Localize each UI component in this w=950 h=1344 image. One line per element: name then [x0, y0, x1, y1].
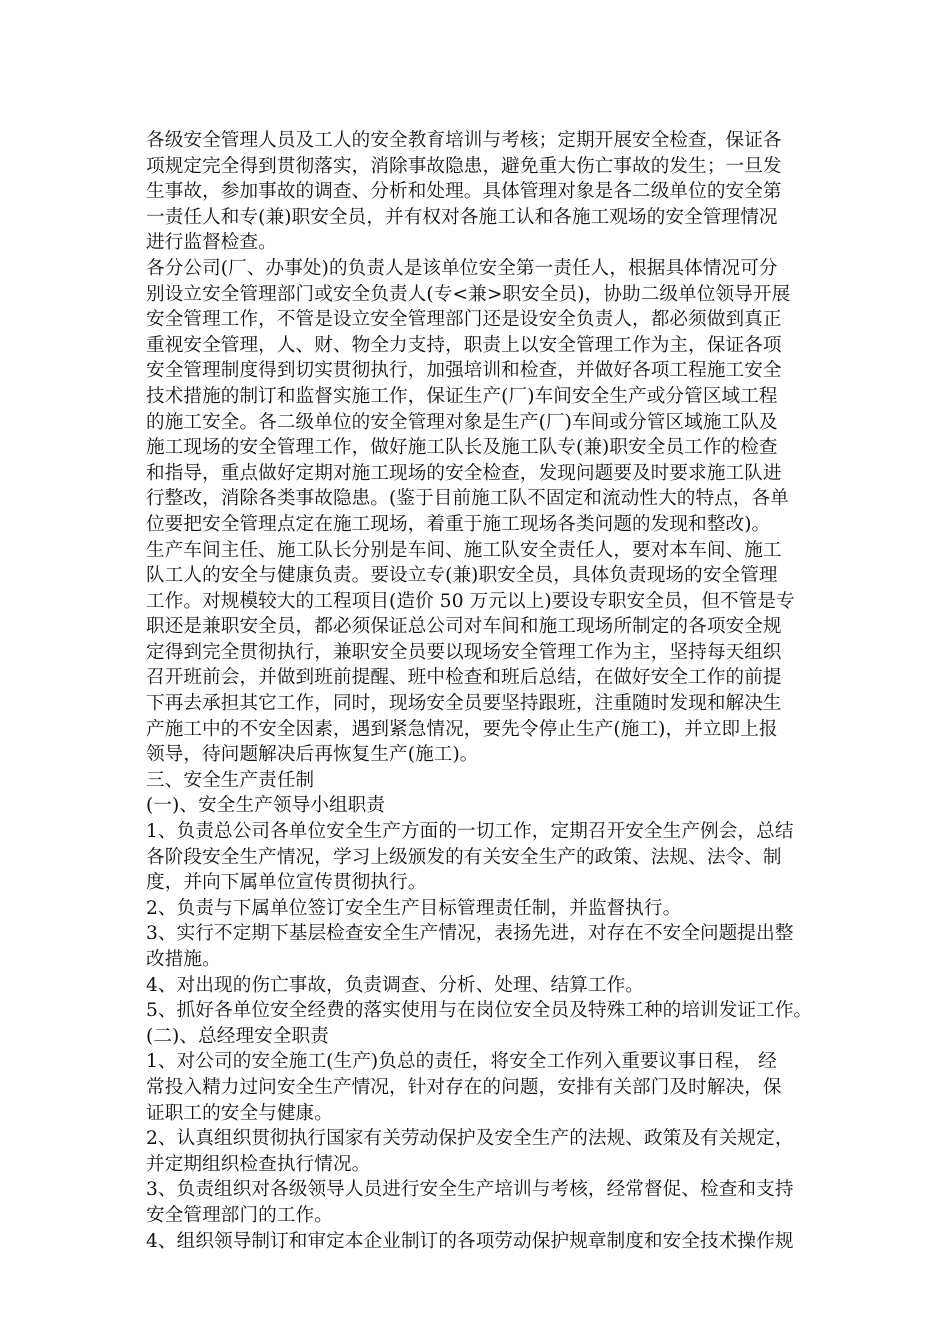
- document-body: [146, 128, 813, 1254]
- text-line: 位要把安全管理点定在施工现场，着重于施工现场各类问题的发现和整改)。: [146, 513, 771, 535]
- text-line: 施工现场的安全管理工作，做好施工队长及施工队专(兼)职安全员工作的检查: [146, 437, 778, 459]
- text-line: 4、对出现的伤亡事故，负责调查、分析、处理、结算工作。: [146, 974, 644, 996]
- text-line: 生事故，参加事故的调查、分析和处理。具体管理对象是各二级单位的安全第: [146, 181, 782, 203]
- text-line: 1、对公司的安全施工(生产)负总的责任，将安全工作列入重要议事日程， 经: [146, 1051, 777, 1073]
- section-heading: 三、安全生产责任制: [146, 769, 315, 791]
- text-line: 重视安全管理，人、财、物全力支持，职责上以安全管理工作为主，保证各项: [146, 334, 782, 356]
- text-line: 召开班前会，并做到班前提醒、班中检查和班后总结，在做好安全工作的前提: [146, 667, 782, 689]
- text-line: 产施工中的不安全因素，遇到紧急情况，要先令停止生产(施工)，并立即上报: [146, 718, 778, 740]
- text-line: 2、认真组织贯彻执行国家有关劳动保护及安全生产的法规、政策及有关规定，: [146, 1128, 794, 1150]
- text-line: 一责任人和专(兼)职安全员，并有权对各施工认和各施工观场的安全管理情况: [146, 206, 778, 228]
- subsection-heading: (二)、总经理安全职责: [146, 1025, 329, 1047]
- text-line: 各级安全管理人员及工人的安全教育培训与考核；定期开展安全检查，保证各: [146, 130, 782, 151]
- text-line: 各阶段安全生产情况，学习上级颁发的有关安全生产的政策、法规、法令、制: [146, 846, 782, 868]
- text-line: 的施工安全。各二级单位的安全管理对象是生产(厂)车间或分管区域施工队及: [146, 411, 778, 433]
- text-line: 3、实行不定期下基层检查安全生产情况，表扬先进，对存在不安全问题提出整: [146, 923, 794, 945]
- text-line: 别设立安全管理部门或安全负责人(专<兼>职安全员)，协助二级单位领导开展: [146, 283, 791, 305]
- text-line: 行整改，消除各类事故隐患。(鉴于目前施工队不固定和流动性大的特点，各单: [146, 488, 789, 510]
- text-line: 工作。对规模较大的工程项目(造价 50 万元以上)要设专职安全员，但不管是专: [146, 590, 795, 612]
- text-line: 1、负责总公司各单位安全生产方面的一切工作，定期召开安全生产例会，总结: [146, 821, 794, 843]
- subsection-heading: (一)、安全生产领导小组职责: [146, 795, 386, 817]
- text-line: 项规定完全得到贯彻落实，消除事故隐患，避免重大伤亡事故的发生；一旦发: [146, 155, 782, 177]
- text-line: 5、抓好各单位安全经费的落实使用与在岗位安全员及特殊工种的培训发证工作。: [146, 1000, 813, 1022]
- text-line: 安全管理工作，不管是设立安全管理部门还是设安全负责人，都必须做到真正: [146, 309, 782, 331]
- text-line: 2、负责与下属单位签订安全生产目标管理责任制，并监督执行。: [146, 897, 682, 919]
- text-line: 定得到完全贯彻执行，兼职安全员要以现场安全管理工作为主，坚持每天组织: [146, 641, 782, 663]
- text-line: 3、负责组织对各级领导人员进行安全生产培训与考核，经常督促、检查和支持: [146, 1179, 794, 1201]
- text-line: 度，并向下属单位宣传贯彻执行。: [146, 872, 427, 894]
- text-line: 生产车间主任、施工队长分别是车间、施工队安全责任人，要对本车间、施工: [146, 539, 782, 561]
- text-line: 安全管理部门的工作。: [146, 1204, 333, 1226]
- text-line: 改措施。: [146, 949, 221, 970]
- text-line: 和指导，重点做好定期对施工现场的安全检查，发现问题要及时要求施工队进: [146, 462, 782, 484]
- text-line: 技术措施的制订和监督实施工作，保证生产(厂)车间安全生产或分管区域工程: [146, 385, 778, 407]
- text-line: 常投入精力过问安全生产情况，针对存在的问题，安排有关部门及时解决，保: [146, 1076, 782, 1098]
- text-line: 下再去承担其它工作，同时，现场安全员要坚持跟班，注重随时发现和解决生: [146, 693, 782, 715]
- text-line: 进行监督检查。: [146, 232, 277, 254]
- text-line: 领导，待问题解决后再恢复生产(施工)。: [146, 744, 479, 766]
- text-line: 职还是兼职安全员，都必须保证总公司对车间和施工现场所制定的各项安全规: [146, 616, 782, 638]
- text-line: 证职工的安全与健康。: [146, 1102, 333, 1124]
- text-line: 各分公司(厂、办事处)的负责人是该单位安全第一责任人，根据具体情况可分: [146, 257, 778, 279]
- text-line: 并定期组织检查执行情况。: [146, 1153, 371, 1175]
- text-line: 4、组织领导制订和审定本企业制订的各项劳动保护规章制度和安全技术操作规: [146, 1230, 794, 1252]
- text-line: 队工人的安全与健康负责。要设立专(兼)职安全员，具体负责现场的安全管理: [146, 565, 778, 587]
- text-line: 安全管理制度得到切实贯彻执行，加强培训和检查，并做好各项工程施工安全: [146, 360, 782, 382]
